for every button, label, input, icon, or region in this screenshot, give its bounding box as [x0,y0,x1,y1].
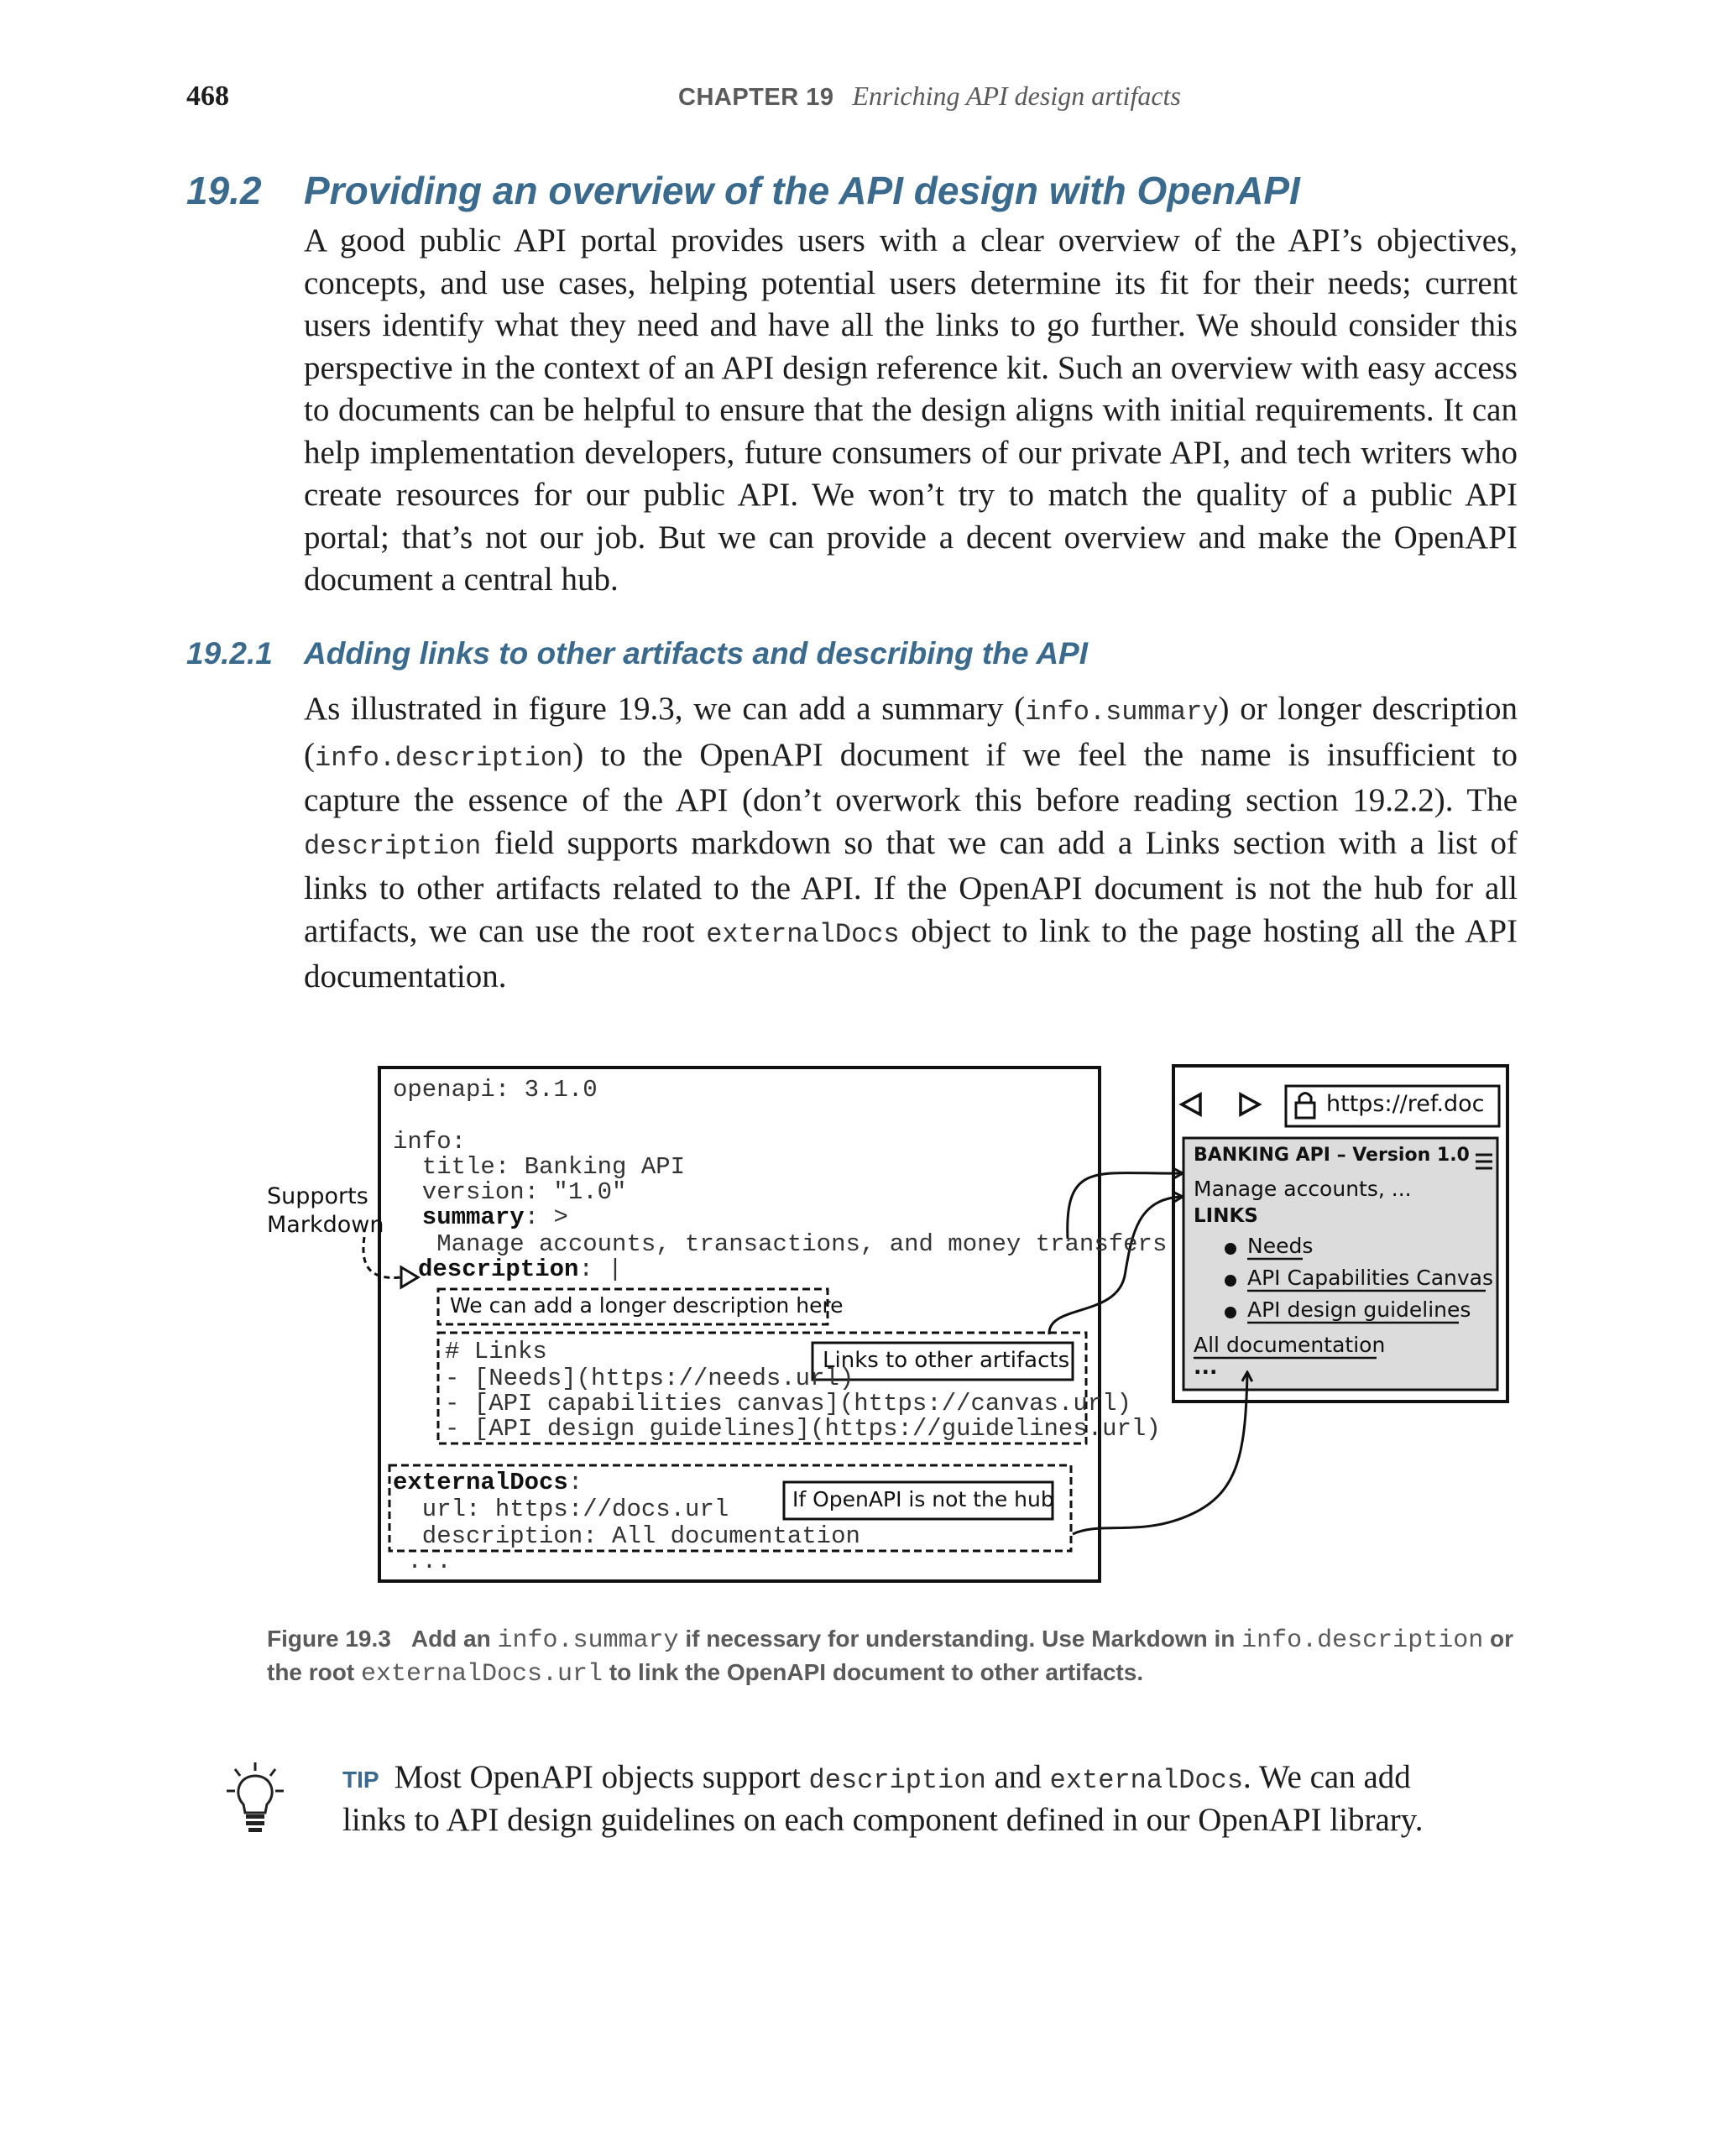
inline-code: info.description [315,742,573,774]
summary-rest: : > [524,1203,568,1231]
caption-code: info.summary [497,1626,679,1655]
text-run: As illustrated in figure 19.3, we can add a summary ( [304,691,1026,727]
subsection-number: 19.2.1 [186,636,273,671]
browser-api-title: BANKING API – Version 1.0 [1194,1145,1470,1166]
code-ext-description: description: All documentation [393,1522,860,1550]
description-key: description [418,1255,579,1283]
lightbulb-icon [225,1761,285,1836]
code-link-canvas: - [API capabilities canvas](https://canvas.url) [445,1390,1131,1417]
code-info: info: [393,1128,467,1156]
chapter-title: Enriching API design artifacts [852,81,1181,111]
text-run: field supports markdown so that we can add a Links section with a list of links to other artifacts related to the API. If the OpenAPI document is not the hub for all artifacts, we can use the root [304,824,1518,949]
tip-block [342,1757,1450,1840]
bullet-icon [1225,1307,1236,1318]
inline-code: description [304,830,482,862]
browser-link-guidelines: API design guidelines [1247,1297,1471,1322]
description-rest: : | [578,1255,623,1283]
browser-ellipsis: ... [1194,1355,1218,1379]
section-number: 19.2 [186,169,262,212]
caption-code: externalDocs.url [361,1660,603,1689]
code-openapi: openapi: 3.1.0 [393,1076,598,1104]
browser-all-docs: All documentation [1194,1333,1386,1357]
figure-19-3 [252,1057,1528,1595]
tip-text: Most OpenAPI objects support [394,1759,809,1795]
code-summary-value: Manage accounts, transactions, and money transfers [393,1230,1168,1258]
supports-markdown-label-1: Supports [267,1183,368,1209]
browser-url: https://ref.doc [1326,1091,1485,1117]
subsection-paragraph [304,688,1518,999]
externaldocs-rest: : [567,1469,583,1496]
bullet-icon [1225,1275,1236,1287]
text-run: ) or longer description ( [304,691,1518,773]
tip-label: TIP [342,1767,379,1793]
caption-code: info.description [1241,1626,1484,1655]
browser-link-canvas: API Capabilities Canvas [1247,1266,1494,1290]
links-callout: Links to other artifacts [823,1348,1070,1373]
bullet-icon [1225,1243,1236,1255]
caption-text: if necessary for understanding. Use Markdown in [678,1626,1242,1652]
running-head [678,81,1181,112]
code-link-needs: - [Needs](https://needs.url) [445,1365,854,1392]
caption-text: or the root [267,1626,1513,1685]
figure-caption [267,1623,1526,1690]
code-summary [393,1203,568,1231]
inline-code: externalDocs [706,918,900,950]
tip-code: externalDocs [1049,1765,1244,1796]
supports-markdown-label-2: Markdown [267,1212,384,1238]
code-url: url: https://docs.url [393,1496,729,1523]
longer-description-note: We can add a longer description here [450,1293,844,1318]
section-paragraph: A good public API portal provides users with a clear overview of the API’s objectives, concepts, and use cases, helping potential users determine its fit for their needs; current users identify what they need and have all the links to go further. We should consider this perspective in the context of an API design reference kit. Such an overview with easy access to documents can be helpful to ensure that the design aligns with initial requirements. It can help implementation developers, future consumers of our private API, and tech writers who create resources for our public API. We won’t try to match the quality of a public API portal; that’s not our job. But we can provide a decent overview and make the OpenAPI document a central hub. [304,222,1518,598]
caption-text: to link the OpenAPI document to other artifacts. [603,1659,1144,1685]
figure-label: Figure 19.3 [267,1626,391,1652]
page-number: 468 [186,81,229,112]
caption-text: Add an [410,1626,498,1652]
subsection-title: Adding links to other artifacts and describing the API [304,636,1089,671]
code-links-header: # Links [445,1338,547,1365]
browser-summary: Manage accounts, ... [1194,1177,1412,1201]
code-externaldocs [393,1469,583,1496]
code-description [418,1255,623,1283]
text-run: object to link to the page hosting all the API documentation. [304,912,1518,994]
section-title: Providing an overview of the API design with OpenAPI [304,169,1300,212]
tip-code: description [808,1765,986,1796]
tip-text: . We can add links to API design guidelines on each component defined in our OpenAPI library. [342,1759,1424,1838]
code-title: title: Banking API [393,1153,686,1181]
chapter-label: CHAPTER 19 [678,84,834,111]
browser-links-heading: LINKS [1194,1205,1258,1227]
summary-key: summary [393,1203,525,1231]
code-version: version: "1.0" [393,1178,627,1206]
tip-text: and [985,1759,1050,1795]
externaldocs-key: externalDocs [393,1469,568,1496]
code-ellipsis: ... [393,1548,452,1575]
code-link-guidelines: - [API design guidelines](https://guidelines.url) [445,1415,1161,1443]
text-run: ) to the OpenAPI document if we feel the name is insufficient to capture the essence of the API (don’t overwork this before reading section 19.2.2). The [304,736,1518,818]
inline-code: info.summary [1025,697,1219,728]
hub-callout: If OpenAPI is not the hub [792,1487,1054,1511]
browser-link-needs: Needs [1247,1234,1314,1258]
